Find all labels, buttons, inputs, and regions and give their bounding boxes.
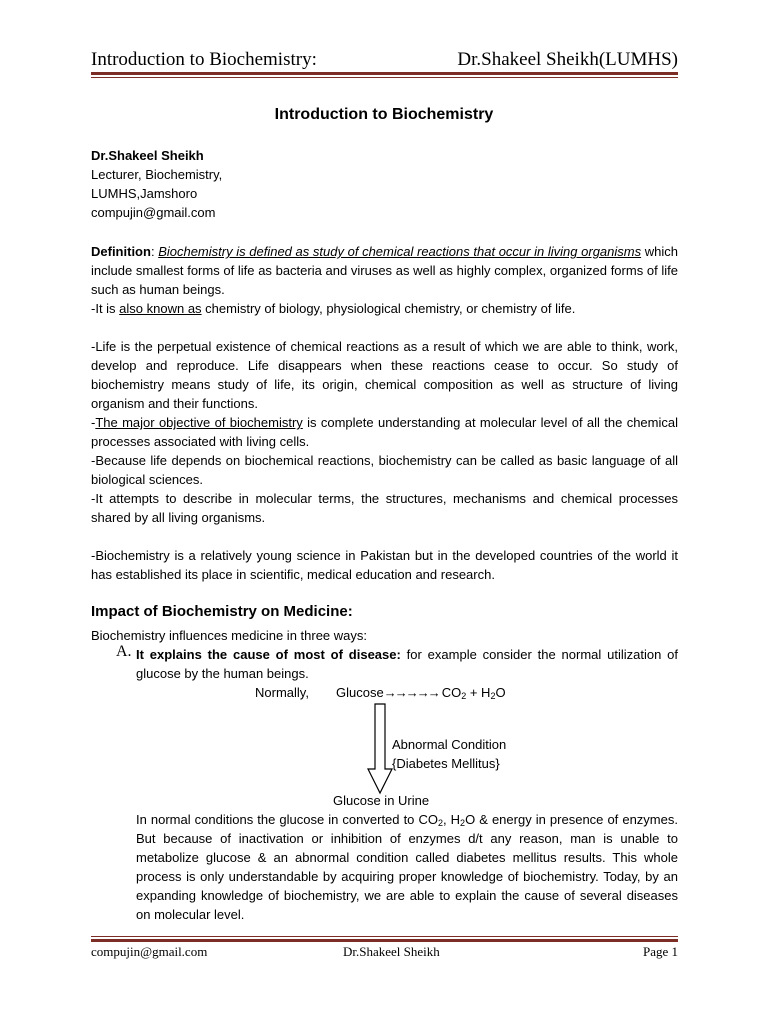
author-institution: LUMHS,Jamshoro bbox=[91, 186, 198, 201]
attempts-paragraph: -It attempts to describe in molecular terms, the structures, mechanisms and chemical processes shared by all living organisms. bbox=[91, 491, 678, 525]
co2-subscript: 2 bbox=[461, 691, 467, 701]
definition-paragraph bbox=[91, 242, 678, 299]
page-header bbox=[91, 47, 678, 73]
pakistan-paragraph: -Biochemistry is a relatively young science in Pakistan but in the developed countries of the world it has established its place in scientific, medical education and research. bbox=[91, 548, 678, 582]
plus-h2o-label: + H bbox=[466, 685, 491, 700]
also-known-as-line bbox=[91, 299, 678, 318]
list-marker-a: A. bbox=[116, 643, 132, 660]
page-footer bbox=[91, 944, 678, 964]
list-item-a-rest: for example consider the normal utilization of glucose by the human beings. bbox=[136, 647, 678, 681]
reaction-arrows: →→→→→ bbox=[383, 685, 439, 700]
footer-rule-thick bbox=[91, 939, 678, 942]
header-left-title: Introduction to Biochemistry: bbox=[91, 49, 317, 70]
header-rule-thin bbox=[91, 77, 678, 78]
definition-label: Definition bbox=[91, 244, 151, 259]
author-name: Dr.Shakeel Sheikh bbox=[91, 148, 204, 163]
definition-rest: which include smallest forms of life as bacteria and viruses as well as highly complex, organized forms of life such as human beings. bbox=[91, 244, 678, 297]
life-paragraph: -Life is the perpetual existence of chemical reactions as a result of which we are able to think, work, develop and reproduce. Life disappears when these reactions cease to occur. So study of biochemistry means study of life, its origin, chemical composition as well as structure of living organism and their functions. bbox=[91, 339, 678, 411]
author-email: compujin@gmail.com bbox=[91, 205, 216, 220]
aka-underlined: also known as bbox=[119, 301, 202, 316]
objective-underlined: The major objective of biochemistry bbox=[95, 415, 303, 430]
explanation-part-b: , H bbox=[442, 812, 461, 827]
objective-rest: is complete understanding at molecular level of all the chemical processes associated with living cells. bbox=[91, 415, 678, 449]
objective-prefix: - bbox=[91, 415, 96, 430]
author-position: Lecturer, Biochemistry, bbox=[91, 167, 223, 182]
footer-email: compujin@gmail.com bbox=[91, 944, 208, 959]
co2-label: CO bbox=[441, 685, 462, 700]
list-item-a bbox=[136, 645, 678, 683]
h2o-subscript: 2 bbox=[490, 691, 496, 701]
footer-rule-thin bbox=[91, 936, 678, 937]
explanation-part-a: In normal conditions the glucose in converted to CO bbox=[136, 812, 438, 827]
normally-label: Normally, bbox=[255, 685, 309, 700]
document-title: Introduction to Biochemistry bbox=[274, 106, 494, 123]
impact-intro: Biochemistry influences medicine in three ways: bbox=[91, 628, 368, 643]
glucose-reaction bbox=[336, 683, 506, 702]
language-paragraph: -Because life depends on biochemical reactions, biochemistry can be called as basic language of all biological sciences. bbox=[91, 453, 678, 487]
glucose-label: Glucose bbox=[336, 685, 384, 700]
list-item-a-bold: It explains the cause of most of disease: bbox=[136, 647, 401, 662]
explanation-h2o-subscript: 2 bbox=[460, 818, 466, 828]
author-block bbox=[91, 146, 678, 222]
impact-heading: Impact of Biochemistry on Medicine: bbox=[91, 603, 353, 620]
header-right-author: Dr.Shakeel Sheikh(LUMHS) bbox=[457, 49, 678, 70]
explanation-part-c: O & energy in presence of enzymes. But because of inactivation or inhibition of enzymes d/t any reason, man is unable to metabolize glucose & an abnormal condition called diabetes mellitus results. This whole process is only understandable by acquiring proper knowledge of biochemistry. Today, by an expanding knowledge of biochemistry, we are able to explain the cause of several diseases on molecular level. bbox=[136, 812, 678, 922]
glucose-in-urine-label: Glucose in Urine bbox=[333, 793, 430, 808]
abnormal-condition-label: Abnormal Condition bbox=[392, 737, 507, 752]
footer-page-number: Page 1 bbox=[642, 944, 678, 959]
explanation-paragraph bbox=[136, 810, 678, 924]
aka-rest: chemistry of biology, physiological chemistry, or chemistry of life. bbox=[201, 301, 576, 316]
objective-paragraph bbox=[91, 413, 678, 451]
diabetes-label: {Diabetes Mellitus} bbox=[392, 756, 500, 771]
header-rule-thick bbox=[91, 72, 678, 75]
footer-author: Dr.Shakeel Sheikh bbox=[343, 944, 440, 959]
definition-emphasis: Biochemistry is defined as study of chemical reactions that occur in living organisms bbox=[158, 244, 642, 259]
h2o-oxygen: O bbox=[495, 685, 506, 700]
aka-prefix: -It is bbox=[91, 301, 120, 316]
definition-colon: : bbox=[150, 244, 159, 259]
explanation-co2-subscript: 2 bbox=[437, 818, 443, 828]
